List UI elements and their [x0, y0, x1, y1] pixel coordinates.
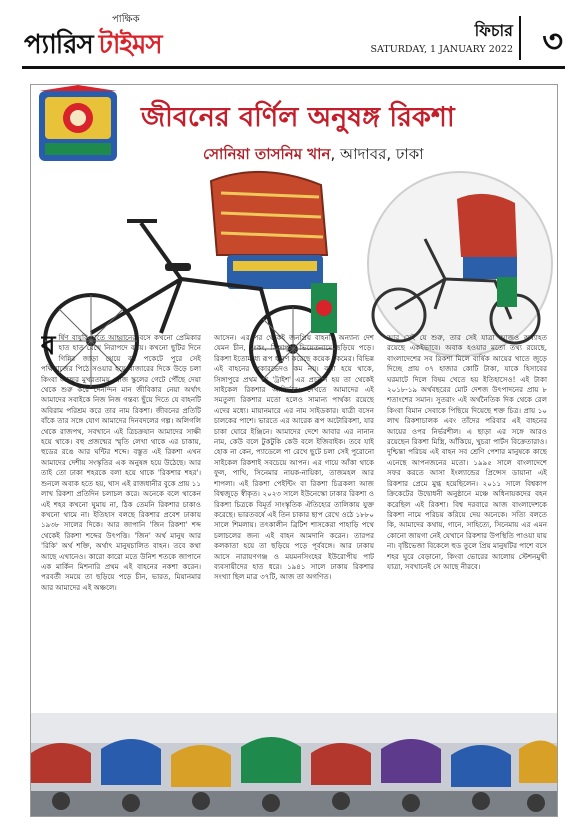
logo-part-2: টাইমস [98, 30, 162, 60]
rickshaw-circle-inset [365, 169, 555, 359]
author-name: সোনিয়া তাসনিম খান [203, 145, 331, 163]
newspaper-logo [24, 24, 162, 68]
body-column-1 [41, 333, 201, 703]
section-label: ফিচার [474, 21, 513, 40]
body-column-3 [387, 333, 547, 703]
article-frame [30, 84, 558, 817]
masthead-rule [22, 66, 565, 69]
headline: জীবনের বর্ণিল অনুষঙ্গ রিকশা [141, 102, 455, 133]
masthead-tagline: পাক্ষিক [112, 14, 140, 25]
author-location: , আদাবর, ঢাকা [330, 145, 424, 163]
body-column-2 [214, 333, 374, 703]
page-number: ৩ [542, 22, 563, 60]
rickshaw-back-art [31, 85, 131, 171]
masthead-divider [519, 16, 521, 60]
street-rickshaws-art [31, 713, 557, 816]
issue-date: SATURDAY, 1 JANUARY 2022 [370, 44, 513, 55]
logo-part-1: প্যারিস [24, 30, 93, 60]
column-1-text: র্ষিণ বাযুরি হাতে আহ্বানের বসে কখনো প্রেমিকার হাত হাত রেখে নিরাপদে বসয়। কখনো ছুটির দিনে গিন্নির জাড়া খেয়ে বর্ন পকেটে পুরে সেই পক্ষিরাজের পিঠে সওয়ার হয়ে বাজারের দিকে উড়ে চলা কিংবা আত্মুর মুখরতাময় রোজ স্কুলের গেটে পৌঁছে দেয়া থেকে শুরু করে দৈনন্দিন মান জীবিকার নেয়া অর্থাৎ আমাদের সবাইকে নিজ নিজ গন্তব্য ছুঁয়ে দিতে যে বাহনটি অবিরাম পরিশ্রম করে তার নাম রিকশা। জীবনের প্রতিটি বাঁকে তার সঙ্গে যোগ আমাদের দিনবদলের গল্প। অলিগলি থেকে রাজপথ, সবখানে এই ত্রিচক্রযান আমাদের সাক্ষী হয়ে থাকে। বহু প্রজন্মের স্মৃতি লেখা থাকে এর চাকায়, হুডের রঙে আর ঘন্টির শব্দে। বস্তুত এই রিকশা এখন আমাদের দেশীয় সংস্কৃতির এক অনুষঙ্গ হয়ে উঠেছে। আর তাই তো ঢাকা শহরকে বলা হয়ে থাকে 'রিকশার শহর'। শুনলে অবাক হতে হয়, খাস এই রাজধানীর বুকে প্রায় ১১ লাখ রিকশা প্রতিদিন চলাচল করে। অনেকে বলে থাকেন এই শহর কখনো ঘুমায় না, ঠিক তেমনি রিকশার চাকাও কখনো থামে না। ইতিহাস বলছে রিকশার প্রবেশ ঢাকায় ১৯৩৮ সালের দিকে। আর জাপানি 'জিন রিকশা' শব্দ থেকেই রিকশা শব্দের উৎপত্তি। 'জিন' অর্থ মানুষ আর 'রিকি' অর্থ শক্তি, অর্থাৎ মানুষচালিত বাহন। তবে কথা আছে এখানেও। কারো কারো মতে উনিশ শতকে জাপানে এক মার্কিন মিশনারি প্রথম এই বাহনের নকশা করেন। পরবর্তী সময়ে তা ছড়িয়ে পড়ে চীন, ভারত, মিয়ানমার আর আমাদের এই অঞ্চলে। [41, 333, 201, 592]
headline-box [141, 97, 551, 137]
drop-cap: ব [41, 333, 56, 361]
column-2-text: আসেন। এর পর থেকেই জনপ্রিয় বাহনটি অন্যান্য দেশ যেমন চীন, হংকং, সিঙ্গাপুর, ভিয়েতনামে ছড়িয়ে পড়ে। রিকশা ইতোমধ্যে রূপ ধারণ করেছে কয়েক রকমের। বিভিন্ন এই বাহনের প্রকারভেদও কম নয়। বলা হয়ে থাকে, সিঙ্গাপুরে প্রথম যে 'ট্রাইশ' এর প্রচলন হয় তা থেকেই সাইকেল রিকশার আবির্ভাব। দেখতে আমাদের এই সমতুল্য রিকশার মতো হলেও সামান্য পার্থক্য রয়েছে এদের মধ্যে। মায়ানমারে এর নাম সাইডকার। যাত্রী বসেন চালকের পাশে। ভারতে এর আরেক রূপ অটোরিকশা, যার চাকা ঘোরে ইঞ্জিনে। আমাদের দেশে আবার এর নানান নাম, কেউ বলে টুকটুকি কেউ বলে ইজিবাইক। তবে যাই হোক না কেন, প্যাডেলে পা রেখে ছুটে চলা সেই পুরোনো সাইকেল রিকশাই সবচেয়ে আপন। এর গায়ে আঁকা থাকে ফুল, পাখি, সিনেমার নায়ক-নায়িকা, তাজমহল আর শাপলা। এই রিকশা পেইন্টিং বা রিকশা চিত্রকলা আজ বিশ্বজুড়ে স্বীকৃত। ২০২৩ সালে ইউনেস্কো ঢাকার রিকশা ও রিকশা চিত্রকে বিমূর্ত সাংস্কৃতিক ঐতিহ্যের তালিকায় যুক্ত করেছে। ভারতবর্ষে এই তিন চাকার ছাপ রেখে ওঠে ১৮৮০ সালে শিমলায়। তৎকালীন ব্রিটিশ শাসকেরা পাহাড়ি পথে চলাচলের জন্য এই বাহন আমদানি করেন। তারপর কলকাতা হয়ে তা ছড়িয়ে পড়ে পূর্ববঙ্গে। আর ঢাকায় আসে নারায়ণগঞ্জ ও ময়মনসিংহের ইউরোপীয় পাট ব্যবসায়ীদের হাত ধরে। ১৯৪১ সালে ঢাকায় রিকশার সংখ্যা ছিল মাত্র ৩৭টি, আজ তা অগণিত। [214, 333, 374, 582]
article-body [41, 333, 547, 703]
column-3-text: আর সেই যে শুরু, তার সেই যাত্রা আজও অব্যাহত রয়েছে একইভাবে। অবাক হওয়ার মতো তথ্য রয়েছে, বাংলাদেশের সব রিকশা মিলে বার্ষিক আয়ের খাতে জুড়ে দিচ্ছে প্রায় ৩৭ হাজার কোটি টাকা, যাকে হিসাবের ঘরমাটে দিলে বিষম খেতে হয় ইতিহাসেও! এই টাকা ২০১৮-১৯ অর্থবছরের মোট দেশজ উৎপাদনের প্রায় ৮ শতাংশের সমান। সুতরাং এই অর্থনৈতিক দিক থেকে রেল কিংবা বিমান সেবাকে পিছিয়ে দিয়েছে শক্ত চিত্র। প্রায় ১০ লাখ রিকশাচালক এবং তাঁদের পরিবার এই বাহনের আয়ের ওপর নির্ভরশীল। এ ছাড়া এর সঙ্গে আরও রয়েছেন রিকশা মিস্ত্রি, আঁকিয়ে, খুচরা পার্টস বিক্রেতারাও। দুশ্চিন্তা পরিচয় এই বাহন সব শ্রেণি পেশার মানুষকে কাছে এনেছে আপনজনের মতো। ১৯৯৫ সালে বাংলাদেশে সফর করতে আসা ইংল্যান্ডের প্রিন্সেস ডায়ানা এই রিকশার প্রেমে মুগ্ধ হয়েছিলেন। ২০১১ সালে বিশ্বকাপ ক্রিকেটের উদ্বোধনী অনুষ্ঠানে মঞ্চে অধিনায়কদের বহন করেছিল এই রিকশা। বিশ্ব দরবারে আজ বাংলাদেশকে রিকশা নামে পরিচয় করিয়ে দেয় অনেকে। সত্যি বলতে কি, আমাদের কথায়, গানে, সাহিত্যে, সিনেমায় এর এমন কোনো জায়গা নেই যেখানে রিকশার উপস্থিতি পাওয়া যায় না। বৃষ্টিভেজা বিকেলে হুড তুলে প্রিয় মানুষটির পাশে বসে শহর ঘুরে বেড়ানো, কিংবা ভোরের আলোয় স্টেশনমুখী যাত্রা, সবখানেই সে আছে নীরবে। [387, 333, 547, 571]
masthead [22, 10, 565, 74]
